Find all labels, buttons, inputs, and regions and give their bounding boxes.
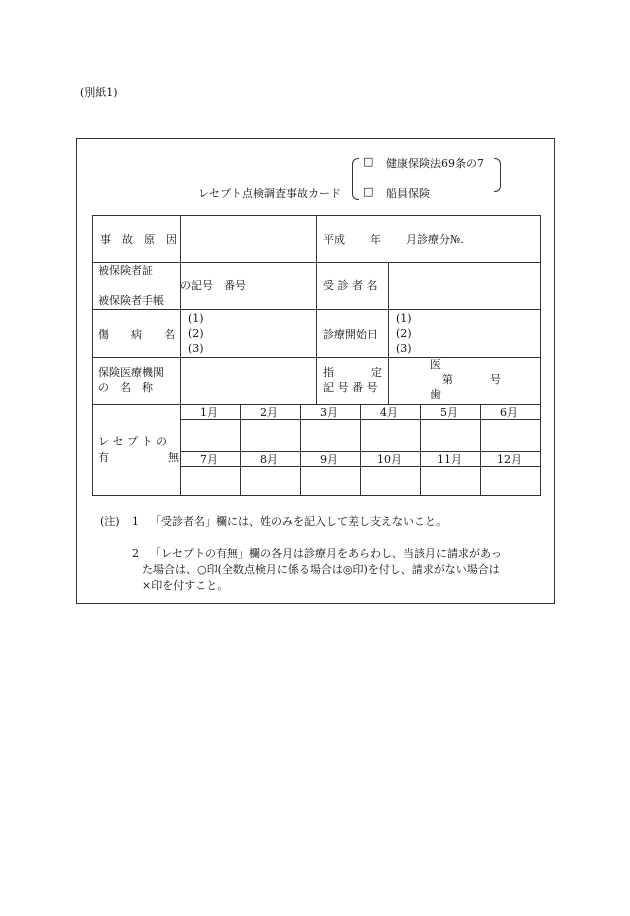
right-brace: [494, 158, 501, 192]
start-date-item-2: (2): [396, 327, 412, 340]
month-header: 11月: [437, 453, 462, 466]
accident-card-table: [92, 215, 541, 496]
receipt-label-absence: 無: [168, 451, 179, 464]
note-1-number: 1: [132, 515, 139, 528]
disease-item-1: (1): [188, 312, 204, 325]
note-1-text: 「受診者名」欄には、姓のみを記入して差し支えないこと。: [150, 515, 447, 528]
designated-label-b: 定: [371, 366, 382, 379]
treatment-year: 年: [370, 233, 381, 246]
patient-name-label: 受 診 者 名: [323, 279, 378, 292]
month-header: 10月: [377, 453, 402, 466]
designated-symbol-number-label: 記 号 番 号: [323, 381, 378, 394]
month-header: 5月: [440, 406, 458, 419]
month-header: 2月: [260, 406, 278, 419]
month-header: 4月: [380, 406, 398, 419]
medical-marker: 医: [430, 358, 441, 371]
note-2-number: 2: [132, 547, 139, 560]
treatment-era: 平成: [323, 233, 345, 246]
insurance-handbook-label: 被保険者手帳: [98, 294, 164, 307]
disease-item-3: (3): [188, 342, 204, 355]
month-header: 3月: [320, 406, 338, 419]
month-header: 7月: [200, 453, 218, 466]
treatment-month-number: 月診療分№.: [406, 233, 464, 246]
month-header: 6月: [500, 406, 518, 419]
start-date-label: 診療開始日: [323, 328, 378, 341]
disease-item-2: (2): [188, 327, 204, 340]
facility-label-line2: の 名 称: [98, 381, 153, 394]
note-2-line2: た場合は、○印(全数点検月に係る場合は◎印)を付し、請求がない場合は: [142, 563, 500, 576]
facility-label-line1: 保険医療機関: [98, 366, 164, 379]
month-header: 12月: [497, 453, 522, 466]
note-2-line3: ×印を付すこと。: [142, 579, 229, 592]
health-insurance-option-label: 健康保険法69条の7: [386, 157, 484, 170]
receipt-label-presence: 有: [98, 451, 109, 464]
dental-marker: 歯: [430, 388, 441, 401]
accident-cause-label: 事 故 原 因: [100, 233, 177, 246]
seamen-insurance-checkbox[interactable]: □: [363, 185, 374, 198]
receipt-label-line1: レ セ プ ト の: [98, 435, 167, 448]
start-date-item-1: (1): [396, 312, 412, 325]
left-brace: [352, 158, 359, 200]
month-header: 8月: [260, 453, 278, 466]
health-insurance-checkbox[interactable]: □: [363, 155, 374, 168]
note-2-line1: 「レセプトの有無」欄の各月は診療月をあらわし、当該月に請求があっ: [150, 547, 502, 560]
symbol-number-label: の記号 番号: [180, 279, 246, 292]
seamen-insurance-option-label: 船員保険: [386, 187, 430, 200]
month-header: 1月: [200, 406, 218, 419]
card-title: レセプト点検調査事故カード: [198, 187, 341, 200]
appendix-label: (別紙1): [80, 86, 118, 99]
start-date-item-3: (3): [396, 342, 412, 355]
number-suffix: 号: [490, 373, 501, 386]
disease-name-label: 傷 病 名: [98, 328, 175, 341]
number-prefix: 第: [442, 373, 453, 386]
insurance-card-label: 被保険者証: [98, 264, 153, 277]
month-header: 9月: [320, 453, 338, 466]
notes-prefix: (注): [100, 515, 120, 528]
designated-label-a: 指: [323, 366, 334, 379]
